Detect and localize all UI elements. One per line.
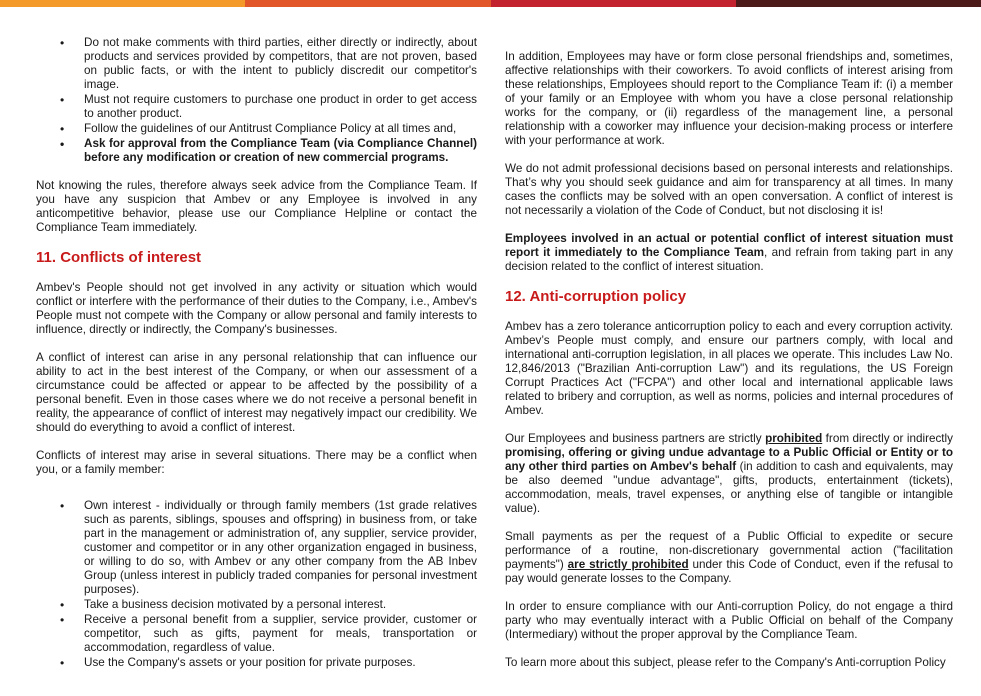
right-column xyxy=(505,50,953,684)
text: Our Employees and business partners are strictly xyxy=(505,432,766,445)
bold-underlined-text: prohibited xyxy=(765,432,823,445)
paragraph: To learn more about this subject, please refer to the Company's Anti-corruption Policy xyxy=(505,656,946,669)
left-column xyxy=(36,36,477,684)
paragraph xyxy=(505,232,953,274)
paragraph: Ambev's People should not get involved in any activity or situation which would conflict or interfere with the performance of their duties to the Company, i.e., Ambev's People must not compete with the Company or allow personal and family interests to influence, directly or indirectly, the Company's businesses. xyxy=(36,281,477,336)
bold-underlined-text: are strictly prohibited xyxy=(567,558,689,571)
bar-segment-red-orange xyxy=(245,0,490,7)
paragraph xyxy=(505,530,953,586)
list-item: • Take a business decision motivated by a personal interest. xyxy=(36,598,477,612)
list-item: • Own interest - individually or through family members (1st grade relatives such as parents, siblings, spouses and offspring) in business from, or take part in the management or administration of, any supplier, service provider, customer and competitor or in any other organization engaged in business, or willing to do so, with Ambev or any other company from the AB Inbev Group (unless interest in publicly traded companies for personal investment purposes). xyxy=(36,499,477,597)
bold-text: promising, offering or giving undue advantage to a Public Official or Entity or to any other third parties on Ambev's behalf xyxy=(505,446,953,473)
paragraph: Ambev has a zero tolerance anticorruption policy to each and every corruption activity. Ambev’s People must comply, and ensure our partners comply, with local and international anti-corruption legislation, in all places we operate. This includes Law No. 12,846/2013 ("Brazilian Anti-corruption Law") and its regulations, the US Foreign Corrupt Practices Act ("FCPA") and other local and international applicable laws related to bribery and corruption, as well as norms, policies and internal procedures of Ambev. xyxy=(505,320,953,417)
paragraph: A conflict of interest can arise in any personal relationship that can influence our ability to act in the best interest of the Company, or when our assessment of a circumstance could be affected or appear to be affected by the possibility of a personal benefit. Even in those cases where we do not receive a personal benefit in reality, the appearance of conflict of interest may negatively impact our credibility. We should do everything to avoid a conflict of interest. xyxy=(36,351,477,434)
paragraph: Not knowing the rules, therefore always seek advice from the Compliance Team. If you have any suspicion that Ambev or any Employee is involved in any anticompetitive behavior, please use our Compliance Helpline or contact the Compliance Team immediately. xyxy=(36,179,477,234)
text: from directly or indirectly xyxy=(822,432,953,445)
antitrust-bullet-list xyxy=(36,36,477,165)
bold-text: Employees involved in an actual or potential conflict of interest situation must report it immediately to the Compliance Team xyxy=(505,232,953,259)
conflict-situations-list xyxy=(36,499,477,670)
text: under this Code of Conduct, even if the refusal to pay would generate losses to the Company. xyxy=(505,558,953,585)
paragraph: In addition, Employees may have or form close personal friendships and, sometimes, affective relationships with their coworkers. To avoid conflicts of interest arising from these relationships, Employees should report to the Compliance Team if: (i) a member of your family or an Employee with whom you have a close personal relationship works for the company, or (ii) regardless of the management line, a personal relationship with a coworker may influence your decision-making process or interfere with your performance at work. xyxy=(505,50,953,147)
paragraph: We do not admit professional decisions based on personal interests and relationships. That’s why you should seek guidance and aim for transparency at all times. In many cases the conflicts may be solved with an open conversation. A conflict of interest is not necessarily a violation of the Code of Conduct, but not disclosing it is! xyxy=(505,162,953,217)
paragraph xyxy=(505,432,953,516)
list-item: • Use the Company's assets or your position for private purposes. xyxy=(36,656,477,670)
list-item: • Receive a personal benefit from a supplier, service provider, customer or competitor, such as gifts, payment for meals, transportation or accommodation, regardless of value. xyxy=(36,613,477,655)
section-heading-conflicts: 11. Conflicts of interest xyxy=(36,249,202,266)
text: Small payments as per the request of a Public Official to expedite or secure performance of a routine, non-discretionary governmental action ("facilitation payments") xyxy=(505,530,953,571)
bar-segment-orange xyxy=(0,0,245,7)
list-item: • Must not require customers to purchase one product in order to get access to another product. xyxy=(36,93,477,121)
bar-segment-red xyxy=(491,0,736,7)
list-item: • Follow the guidelines of our Antitrust Compliance Policy at all times and, xyxy=(36,122,477,136)
bar-segment-dark xyxy=(736,0,981,7)
paragraph: Conflicts of interest may arise in several situations. There may be a conflict when you, or a family member: xyxy=(36,449,477,476)
text: (in addition to cash and equivalents, may be also deemed "undue advantage", gifts, products, entertainment (tickets), accommodation, meals, travel expenses, or anything else of tangible or intangible value). xyxy=(505,460,953,515)
list-item: • Ask for approval from the Compliance Team (via Compliance Channel) before any modification or creation of new commercial programs. xyxy=(36,137,477,165)
section-heading-anticorruption: 12. Anti-corruption policy xyxy=(505,288,687,305)
text: , and refrain from taking part in any decision related to the conflict of interest situation. xyxy=(505,246,953,273)
paragraph: In order to ensure compliance with our Anti-corruption Policy, do not engage a third party who may eventually interact with a Public Official on behalf of the Company (Intermediary) without the proper approval by the Compliance Team. xyxy=(505,600,953,641)
list-item: • Do not make comments with third parties, either directly or indirectly, about products and services provided by competitors, that are not proven, based on public facts, or with the intent to publicly discredit our competitor's image. xyxy=(36,36,477,92)
top-color-bar xyxy=(0,0,981,7)
